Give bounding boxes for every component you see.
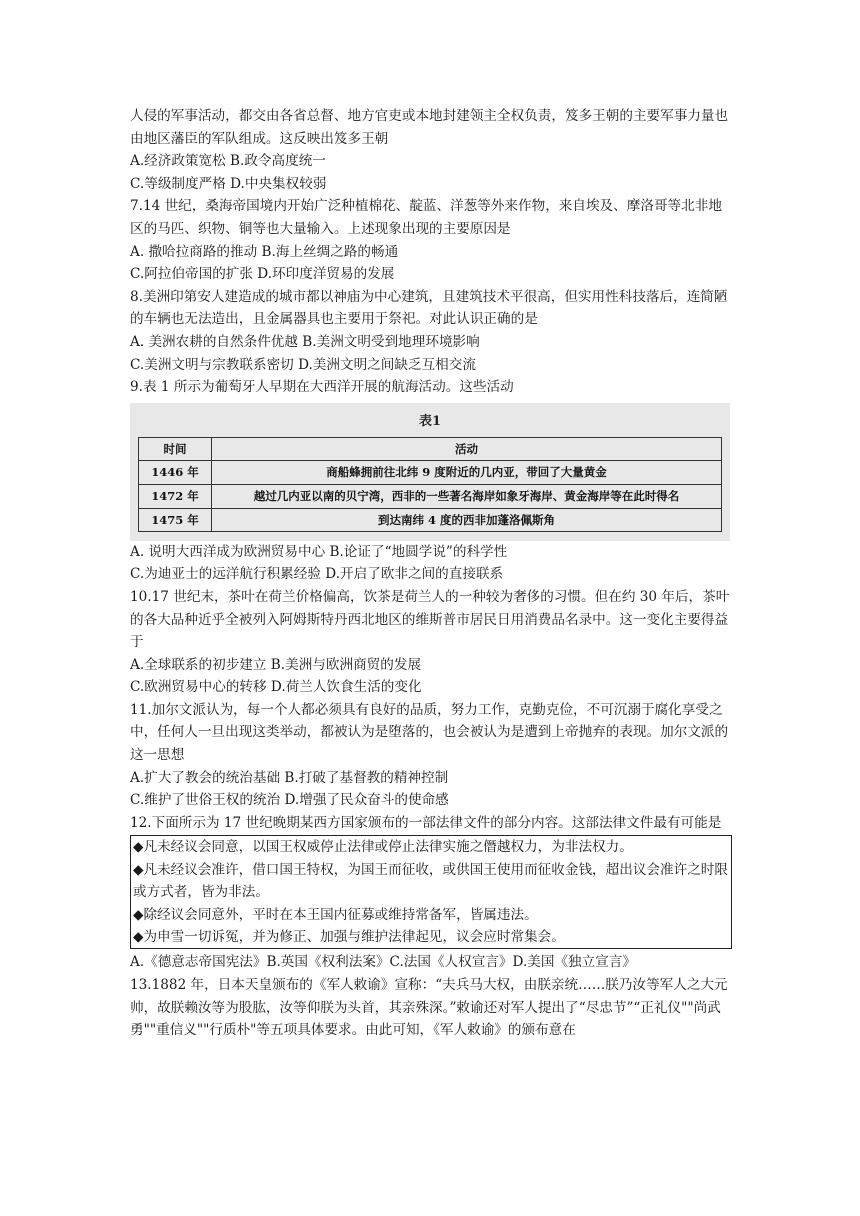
q11-options-cd: C.维护了世俗王权的统治 D.增强了民众奋斗的使命感	[130, 792, 449, 809]
q12-law-excerpt-box	[130, 835, 732, 949]
voyage-table	[138, 437, 722, 532]
table-cell-activity: 越过几内亚以南的贝宁湾，西非的一些著名海岸如象牙海岸、黄金海岸等在此时得名	[212, 484, 722, 508]
table-header-activity: 活动	[212, 437, 722, 461]
q6-stem: 人侵的军事活动，都交由各省总督、地方官吏或本地封建领主全权负责，笈多王朝的主要军事力量也由地区藩臣的军队组成。这反映出笈多王朝	[130, 108, 729, 147]
q7-options-cd: C.阿拉伯帝国的扩张 D.环印度洋贸易的发展	[130, 266, 395, 283]
q13-stem: 13.1882 年，日本天皇颁布的《军人敕谕》宣称：“夫兵马大权，由朕亲统……朕乃汝等军人之大元帅，故朕赖汝等为股肱，汝等仰朕为头首，其亲殊深。”敕谕还对军人提出了“尽忠节”“正礼仪""尚武勇""重信义""行质朴"等五项具体要求。由此可知，《军人敕谕》的颁布意在	[130, 977, 728, 1039]
table-row	[139, 461, 722, 485]
table-header-row	[139, 437, 722, 461]
q9-options-ab: A. 说明大西洋成为欧洲贸易中心 B.论证了“地圆学说”的科学性	[130, 543, 508, 560]
q10-options-ab: A.全球联系的初步建立 B.美洲与欧洲商贸的发展	[130, 656, 422, 673]
table-header-time: 时间	[139, 437, 212, 461]
q8-stem: 8.美洲印第安人建造成的城市都以神庙为中心建筑，且建筑技术平很高，但实用性科技落后，连简陋的车辆也无法造出，且金属器具也主要用于祭祀。对此认识正确的是	[130, 288, 728, 328]
q7-options-ab: A. 撒哈拉商路的推动 B.海上丝绸之路的畅通	[130, 243, 399, 260]
q7-stem: 7.14 世纪，桑海帝国境内开始广泛种植棉花、靛蓝、洋葱等外来作物，来自埃及、摩洛哥等北非地区的马匹、织物、铜等也大量输入。上述现象出现的主要原因是	[130, 198, 722, 237]
q11-stem: 11.加尔文派认为，每一个人都必须具有良好的品质，努力工作，克勤克俭，不可沉溺于腐化享受之中，任何人一旦出现这类举动，都被认为是堕落的，也会被认为是遭到上帝抛弃的表现。加尔文派的这一思想	[130, 701, 729, 764]
q6-options-cd: C.等级制度严格 D.中央集权较弱	[130, 175, 327, 192]
table-cell-activity: 到达南纬 4 度的西非加蓬洛佩斯角	[212, 508, 722, 532]
q9-options-cd: C.为迪亚士的远洋航行积累经验 D.开启了欧非之间的直接联系	[130, 566, 504, 583]
law-clause: ◆除经议会同意外，平时在本王国内征募或维持常备军，皆属违法。	[133, 906, 538, 923]
law-clause: ◆为申雪一切诉冤，并为修正、加强与维护法律起见，议会应时常集会。	[133, 929, 565, 946]
q11-options-ab: A.扩大了教会的统治基础 B.打破了基督教的精神控制	[130, 769, 449, 786]
q9-table-figure	[130, 403, 730, 541]
q10-stem: 10.17 世纪末，茶叶在荷兰价格偏高，饮茶是荷兰人的一种较为奢侈的习惯。但在约 30 年后，茶叶的各大品种近乎全被列入阿姆斯特丹西北地区的维斯普市居民日用消费品名录中。这一变化主要得益于	[130, 588, 730, 651]
q10-options-cd: C.欧洲贸易中心的转移 D.荷兰人饮食生活的变化	[130, 679, 422, 696]
table-cell-time: 1472 年	[139, 484, 212, 508]
table-caption: 表1	[418, 413, 442, 429]
table-cell-activity: 商船蜂拥前往北纬 9 度附近的几内亚，带回了大量黄金	[212, 461, 722, 485]
q12-options: A.《德意志帝国宪法》B.英国《权利法案》C.法国《人权宣言》D.美国《独立宣言》	[130, 954, 637, 971]
table-cell-time: 1475 年	[139, 508, 212, 532]
q8-options-ab: A. 美洲农耕的自然条件优越 B.美洲文明受到地理环境影响	[130, 333, 480, 350]
law-clause: ◆凡未经议会准许，借口国王特权，为国王而征收，或供国王使用而征收金钱，超出议会准许之时限或方式者，皆为非法。	[133, 861, 728, 901]
law-clause: ◆凡未经议会同意，以国王权威停止法律或停止法律实施之僭越权力，为非法权力。	[133, 839, 633, 856]
table-cell-time: 1446 年	[139, 461, 212, 485]
table-row	[139, 508, 722, 532]
q6-options-ab: A.经济政策宽松 B.政令高度统一	[130, 153, 326, 170]
q9-stem: 9.表 1 所示为葡萄牙人早期在大西洋开展的航海活动。这些活动	[130, 379, 514, 396]
table-row	[139, 484, 722, 508]
exam-page	[130, 105, 732, 1042]
q8-options-cd: C.美洲文明与宗教联系密切 D.美洲文明之间缺乏互相交流	[130, 356, 476, 373]
q12-stem: 12.下面所示为 17 世纪晚期某西方国家颁布的一部法律文件的部分内容。这部法律文件最有可能是	[130, 814, 722, 831]
